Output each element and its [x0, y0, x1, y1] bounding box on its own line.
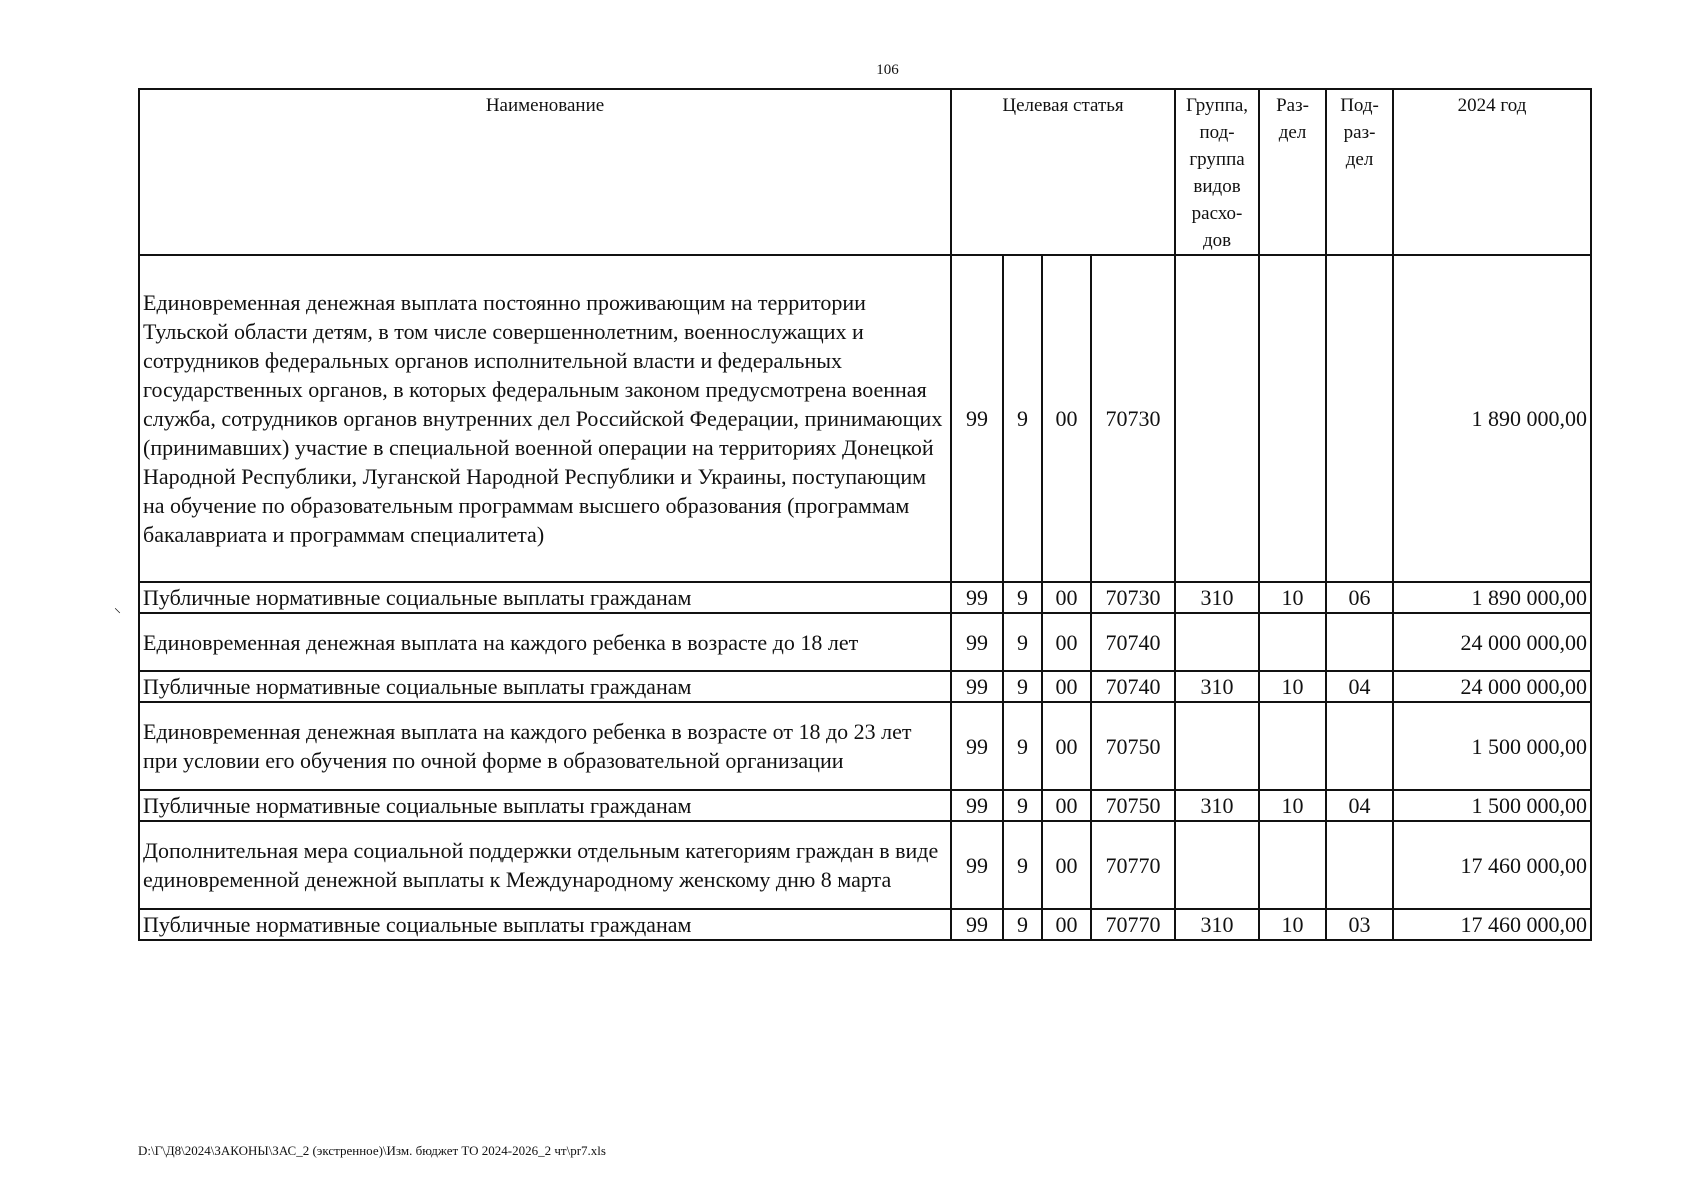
row-amount: 1 500 000,00 — [1393, 790, 1591, 821]
row-direction-code: 70750 — [1091, 702, 1175, 790]
row-program-code: 99 — [951, 613, 1003, 671]
table-row — [139, 702, 1591, 790]
row-activity-code: 00 — [1042, 821, 1091, 909]
header-subsection: Под-раз-дел — [1326, 89, 1393, 255]
row-name: Публичные нормативные социальные выплаты гражданам — [139, 790, 951, 821]
row-subsection: 04 — [1326, 790, 1393, 821]
row-program-code: 99 — [951, 790, 1003, 821]
row-expense-group — [1175, 255, 1259, 582]
row-subprogram-code: 9 — [1003, 255, 1042, 582]
row-subprogram-code: 9 — [1003, 821, 1042, 909]
row-amount: 1 500 000,00 — [1393, 702, 1591, 790]
row-activity-code: 00 — [1042, 671, 1091, 702]
row-name: Публичные нормативные социальные выплаты гражданам — [139, 582, 951, 613]
header-year: 2024 год — [1393, 89, 1591, 255]
row-name: Дополнительная мера социальной поддержки отдельным категориям граждан в виде единовременной денежной выплаты к Международному женскому дню 8 марта — [139, 821, 951, 909]
row-expense-group — [1175, 821, 1259, 909]
table-row — [139, 790, 1591, 821]
row-program-code: 99 — [951, 909, 1003, 940]
row-program-code: 99 — [951, 821, 1003, 909]
row-subsection: 03 — [1326, 909, 1393, 940]
row-subprogram-code: 9 — [1003, 790, 1042, 821]
row-direction-code: 70730 — [1091, 582, 1175, 613]
row-amount: 1 890 000,00 — [1393, 582, 1591, 613]
row-section: 10 — [1259, 909, 1326, 940]
row-subsection: 04 — [1326, 671, 1393, 702]
row-program-code: 99 — [951, 582, 1003, 613]
row-section — [1259, 255, 1326, 582]
footer-file-path: D:\Г\Д8\2024\ЗАКОНЫ\ЗАС_2 (экстренное)\Изм. бюджет ТО 2024-2026_2 чт\pr7.xls — [138, 1143, 606, 1158]
row-activity-code: 00 — [1042, 909, 1091, 940]
row-subprogram-code: 9 — [1003, 582, 1042, 613]
row-name: Публичные нормативные социальные выплаты гражданам — [139, 671, 951, 702]
row-section — [1259, 702, 1326, 790]
row-activity-code: 00 — [1042, 613, 1091, 671]
row-subprogram-code: 9 — [1003, 702, 1042, 790]
table-row — [139, 671, 1591, 702]
row-expense-group: 310 — [1175, 909, 1259, 940]
row-name: Единовременная денежная выплата постоянно проживающим на территории Тульской области детям, в том числе совершеннолетним, военнослужащих и сотрудников федеральных органов исполнительной власти и федеральных государственных органов, в которых федеральным законом предусмотрена военная служба, сотрудников органов внутренних дел Российской Федерации, принимающих (принимавших) участие в специальной военной операции на территориях Донецкой Народной Республики, Луганской Народной Республики и Украины, поступающим на обучение по образовательным программам высшего образования (программам бакалавриата и программам специалитета) — [139, 255, 951, 582]
row-amount: 24 000 000,00 — [1393, 613, 1591, 671]
header-name: Наименование — [139, 89, 951, 255]
table-row — [139, 255, 1591, 582]
row-amount: 24 000 000,00 — [1393, 671, 1591, 702]
row-expense-group: 310 — [1175, 671, 1259, 702]
row-expense-group: 310 — [1175, 790, 1259, 821]
row-amount: 1 890 000,00 — [1393, 255, 1591, 582]
table-header-row — [139, 89, 1591, 255]
row-expense-group: 310 — [1175, 582, 1259, 613]
row-expense-group — [1175, 613, 1259, 671]
row-activity-code: 00 — [1042, 790, 1091, 821]
row-direction-code: 70770 — [1091, 821, 1175, 909]
table-row — [139, 613, 1591, 671]
row-activity-code: 00 — [1042, 582, 1091, 613]
row-program-code: 99 — [951, 671, 1003, 702]
row-section — [1259, 821, 1326, 909]
row-direction-code: 70730 — [1091, 255, 1175, 582]
row-program-code: 99 — [951, 255, 1003, 582]
row-section — [1259, 613, 1326, 671]
budget-table — [138, 88, 1592, 941]
table-row — [139, 582, 1591, 613]
row-name: Единовременная денежная выплата на каждого ребенка в возрасте до 18 лет — [139, 613, 951, 671]
row-amount: 17 460 000,00 — [1393, 909, 1591, 940]
row-amount: 17 460 000,00 — [1393, 821, 1591, 909]
row-name: Единовременная денежная выплата на каждого ребенка в возрасте от 18 до 23 лет при условии его обучения по очной форме в образовательной организации — [139, 702, 951, 790]
row-direction-code: 70740 — [1091, 613, 1175, 671]
row-direction-code: 70740 — [1091, 671, 1175, 702]
row-program-code: 99 — [951, 702, 1003, 790]
row-subsection — [1326, 702, 1393, 790]
header-section: Раз-дел — [1259, 89, 1326, 255]
row-subsection — [1326, 613, 1393, 671]
row-subsection — [1326, 821, 1393, 909]
table-row — [139, 909, 1591, 940]
row-subsection — [1326, 255, 1393, 582]
row-subprogram-code: 9 — [1003, 671, 1042, 702]
row-direction-code: 70770 — [1091, 909, 1175, 940]
row-expense-group — [1175, 702, 1259, 790]
header-target-article: Целевая статья — [951, 89, 1175, 255]
row-subsection: 06 — [1326, 582, 1393, 613]
page-number: 106 — [876, 62, 899, 78]
row-subprogram-code: 9 — [1003, 613, 1042, 671]
row-section: 10 — [1259, 582, 1326, 613]
row-subprogram-code: 9 — [1003, 909, 1042, 940]
row-name: Публичные нормативные социальные выплаты гражданам — [139, 909, 951, 940]
row-direction-code: 70750 — [1091, 790, 1175, 821]
row-activity-code: 00 — [1042, 702, 1091, 790]
row-section: 10 — [1259, 671, 1326, 702]
row-section: 10 — [1259, 790, 1326, 821]
row-activity-code: 00 — [1042, 255, 1091, 582]
table-row — [139, 821, 1591, 909]
header-expense-group: Группа, под-группа видов расхо-дов — [1175, 89, 1259, 255]
margin-mark: ⸌ — [114, 607, 121, 622]
